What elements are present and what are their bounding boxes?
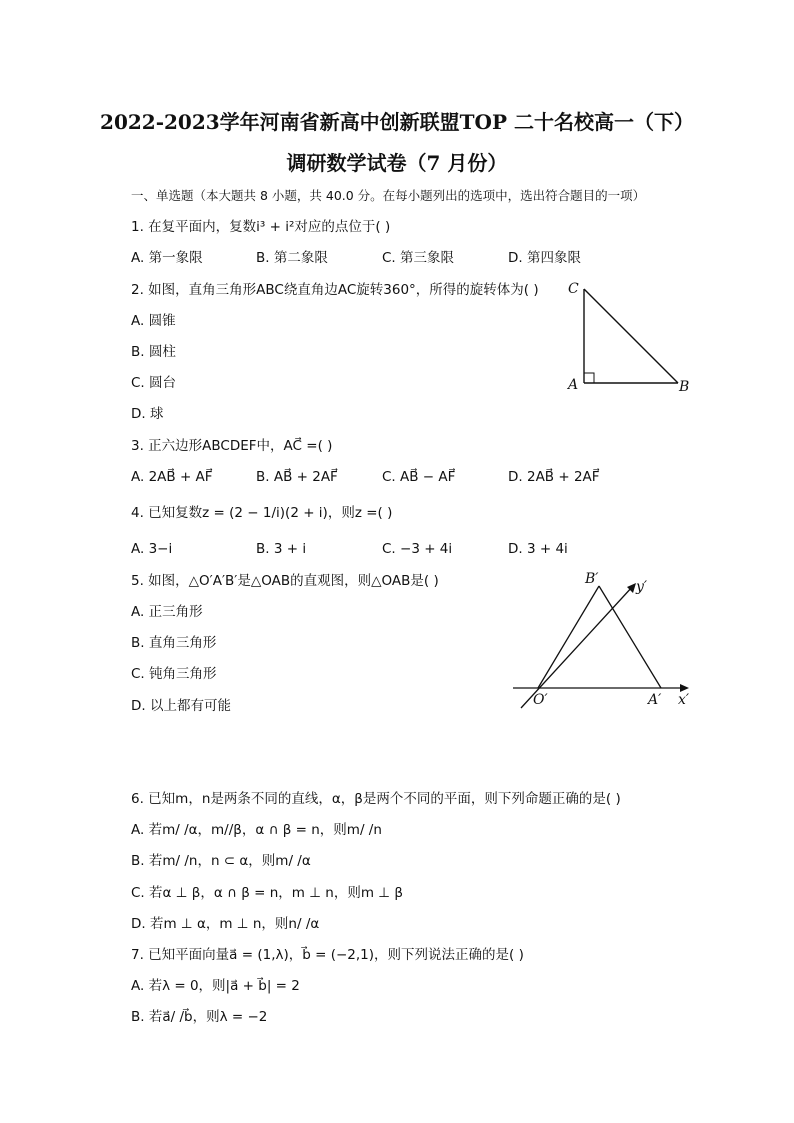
q1-option-d: D. 第四象限 [508,250,581,266]
q3-stem: 3. 正六边形ABCDEF中，AC⃗ =( ) [131,438,333,454]
q7-stem: 7. 已知平面向量a⃗ = (1,λ)，b⃗ = (−2,1)，则下列说法正确的是( ) [131,947,524,963]
q6-stem: 6. 已知m，n是两条不同的直线，α，β是两个不同的平面，则下列命题正确的是( ) [131,791,621,807]
q1-option-c: C. 第三象限 [382,250,455,266]
label-c: C [568,281,579,297]
label-b: B [679,379,690,395]
label-a: A [568,377,579,393]
q5-oblique-figure [505,565,705,715]
q4-option-b: B. 3 + i [256,541,307,557]
q7-option-b: B. 若a⃗/ /b⃗，则λ = −2 [131,1009,268,1025]
q2-option-d: D. 球 [131,406,164,422]
q5-option-c: C. 钝角三角形 [131,666,217,682]
q5-stem: 5. 如图，△O′A′B′是△OAB的直观图，则△OAB是( ) [131,573,439,589]
q2-option-b: B. 圆柱 [131,344,176,360]
label-y-prime: y′ [636,579,648,595]
q4-stem: 4. 已知复数z = (2 − 1/i)(2 + i)，则z =( ) [131,505,393,521]
label-b-prime: B′ [585,571,599,587]
label-a-prime: A′ [648,692,662,708]
q3-option-a: A. 2AB⃗ + AF⃗ [131,469,213,485]
q4-option-c: C. −3 + 4i [382,541,453,557]
q1-stem: 1. 在复平面内，复数i³ + i²对应的点位于( ) [131,219,391,235]
q4-option-d: D. 3 + 4i [508,541,568,557]
q2-option-c: C. 圆台 [131,375,177,391]
q7-option-a: A. 若λ = 0，则|a⃗ + b⃗| = 2 [131,978,300,994]
q3-option-c: C. AB⃗ − AF⃗ [382,469,456,485]
q4-option-a: A. 3−i [131,541,173,557]
q2-stem: 2. 如图，直角三角形ABC绕直角边AC旋转360°，所得的旋转体为( ) [131,282,539,298]
q6-option-a: A. 若m/ /α，m//β，α ∩ β = n，则m/ /n [131,822,382,838]
q1-option-a: A. 第一象限 [131,250,203,266]
q1-option-b: B. 第二象限 [256,250,328,266]
label-x-prime: x′ [678,692,690,708]
q5-option-a: A. 正三角形 [131,604,203,620]
q3-option-d: D. 2AB⃗ + 2AF⃗ [508,469,600,485]
section-heading: 一、单选题（本大题共 8 小题，共 40.0 分。在每小题列出的选项中，选出符合题目的一项） [131,188,646,203]
q5-option-b: B. 直角三角形 [131,635,217,651]
exam-title-line1: 2022-2023学年河南省新高中创新联盟TOP 二十名校高一（下） [100,110,694,134]
q6-option-b: B. 若m/ /n，n ⊂ α，则m/ /α [131,853,311,869]
q2-triangle-figure [560,275,700,400]
label-o-prime: O′ [533,692,548,708]
q5-option-d: D. 以上都有可能 [131,698,231,714]
q3-option-b: B. AB⃗ + 2AF⃗ [256,469,338,485]
q2-option-a: A. 圆锥 [131,313,176,329]
q6-option-d: D. 若m ⊥ α，m ⊥ n，则n/ /α [131,916,320,932]
exam-title-line2: 调研数学试卷（7 月份） [286,151,508,175]
q6-option-c: C. 若α ⊥ β，α ∩ β = n，m ⊥ n，则m ⊥ β [131,885,403,901]
